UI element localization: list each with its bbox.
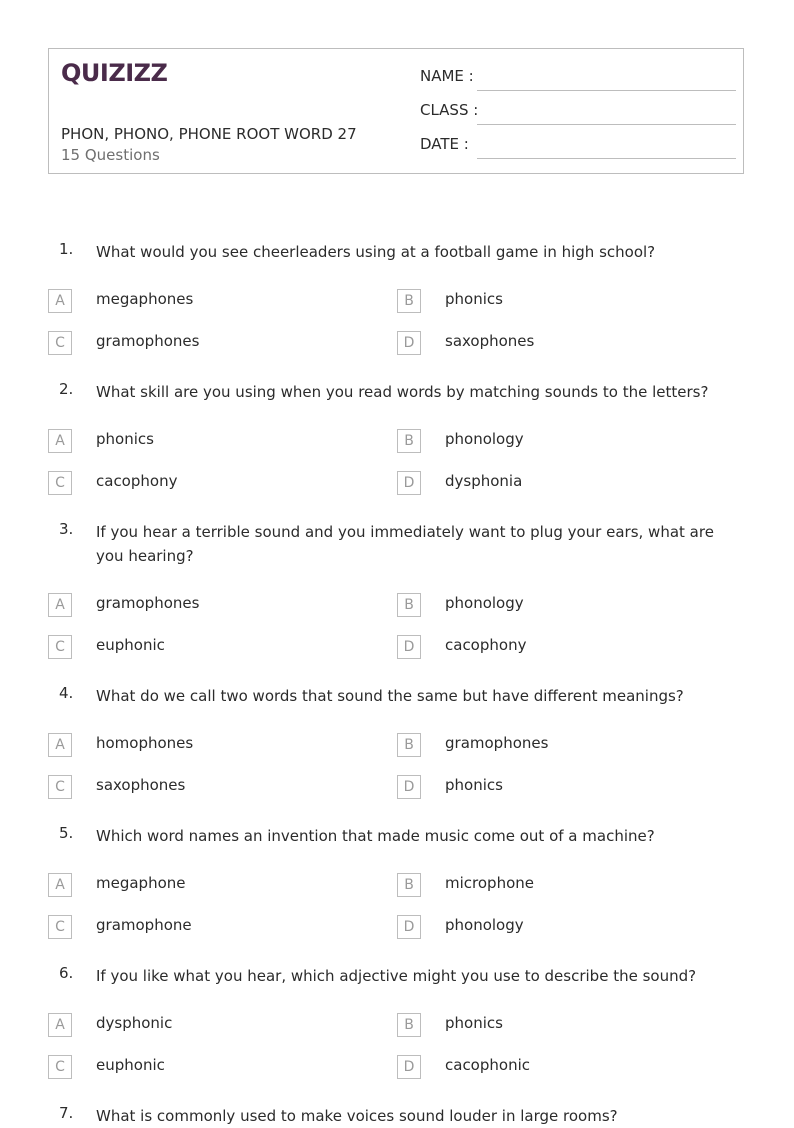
worksheet-header bbox=[48, 48, 744, 174]
question-number: 3. bbox=[59, 520, 74, 538]
option-text: homophones bbox=[96, 734, 194, 752]
quizizz-logo: QUIZIZZ bbox=[61, 59, 168, 87]
option-letter-box: A bbox=[48, 593, 72, 617]
option-letter-box: A bbox=[48, 289, 72, 313]
option-letter-box: C bbox=[48, 915, 72, 939]
question-text: What would you see cheerleaders using at a football game in high school? bbox=[96, 243, 656, 261]
question-number: 6. bbox=[59, 964, 74, 982]
option-letter-box: C bbox=[48, 635, 72, 659]
option-text: phonics bbox=[445, 776, 503, 794]
option-letter-box: A bbox=[48, 733, 72, 757]
question-text: Which word names an invention that made music come out of a machine? bbox=[96, 827, 655, 845]
option-text: euphonic bbox=[96, 636, 165, 654]
option-letter-box: D bbox=[397, 635, 421, 659]
option-text: saxophones bbox=[445, 332, 535, 350]
option-text: phonology bbox=[445, 430, 524, 448]
option-text: gramophones bbox=[96, 332, 200, 350]
option-text: saxophones bbox=[96, 776, 186, 794]
option-letter-box: C bbox=[48, 1055, 72, 1079]
date-line[interactable] bbox=[477, 158, 736, 159]
question-text: What skill are you using when you read words by matching sounds to the letters? bbox=[96, 383, 709, 401]
option-letter-box: D bbox=[397, 1055, 421, 1079]
question-text: What do we call two words that sound the same but have different meanings? bbox=[96, 687, 684, 705]
question-number: 2. bbox=[59, 380, 74, 398]
question-number: 5. bbox=[59, 824, 74, 842]
name-label: NAME : bbox=[420, 67, 474, 85]
option-text: euphonic bbox=[96, 1056, 165, 1074]
option-text: megaphones bbox=[96, 290, 194, 308]
option-text: dysphonic bbox=[96, 1014, 173, 1032]
option-text: cacophony bbox=[445, 636, 527, 654]
option-text: phonics bbox=[445, 290, 503, 308]
question-text: What is commonly used to make voices sound louder in large rooms? bbox=[96, 1107, 618, 1125]
option-letter-box: A bbox=[48, 1013, 72, 1037]
option-text: gramophones bbox=[96, 594, 200, 612]
option-text: phonology bbox=[445, 594, 524, 612]
name-field[interactable] bbox=[420, 67, 736, 91]
option-letter-box: B bbox=[397, 593, 421, 617]
option-text: microphone bbox=[445, 874, 534, 892]
option-letter-box: C bbox=[48, 775, 72, 799]
option-text: gramophones bbox=[445, 734, 549, 752]
class-field[interactable] bbox=[420, 101, 736, 125]
option-letter-box: A bbox=[48, 429, 72, 453]
class-label: CLASS : bbox=[420, 101, 479, 119]
option-text: cacophonic bbox=[445, 1056, 530, 1074]
option-letter-box: D bbox=[397, 775, 421, 799]
question-number: 7. bbox=[59, 1104, 74, 1122]
worksheet-title: PHON, PHONO, PHONE ROOT WORD 27 bbox=[61, 125, 357, 143]
option-letter-box: D bbox=[397, 915, 421, 939]
option-letter-box: B bbox=[397, 1013, 421, 1037]
question-text: If you like what you hear, which adjective might you use to describe the sound? bbox=[96, 967, 697, 985]
option-letter-box: B bbox=[397, 429, 421, 453]
option-text: dysphonia bbox=[445, 472, 523, 490]
name-line[interactable] bbox=[477, 90, 736, 91]
option-text: gramophone bbox=[96, 916, 192, 934]
class-line[interactable] bbox=[477, 124, 736, 125]
option-letter-box: D bbox=[397, 331, 421, 355]
option-text: phonology bbox=[445, 916, 524, 934]
option-letter-box: B bbox=[397, 733, 421, 757]
option-text: megaphone bbox=[96, 874, 186, 892]
option-letter-box: A bbox=[48, 873, 72, 897]
question-text: If you hear a terrible sound and you immediately want to plug your ears, what are you hearing? bbox=[96, 523, 714, 565]
date-label: DATE : bbox=[420, 135, 469, 153]
question-number: 1. bbox=[59, 240, 74, 258]
option-text: phonics bbox=[96, 430, 154, 448]
option-letter-box: B bbox=[397, 289, 421, 313]
question-count: 15 Questions bbox=[61, 146, 160, 164]
option-letter-box: B bbox=[397, 873, 421, 897]
option-text: cacophony bbox=[96, 472, 178, 490]
date-field[interactable] bbox=[420, 135, 736, 159]
option-text: phonics bbox=[445, 1014, 503, 1032]
option-letter-box: D bbox=[397, 471, 421, 495]
option-letter-box: C bbox=[48, 331, 72, 355]
option-letter-box: C bbox=[48, 471, 72, 495]
question-number: 4. bbox=[59, 684, 74, 702]
